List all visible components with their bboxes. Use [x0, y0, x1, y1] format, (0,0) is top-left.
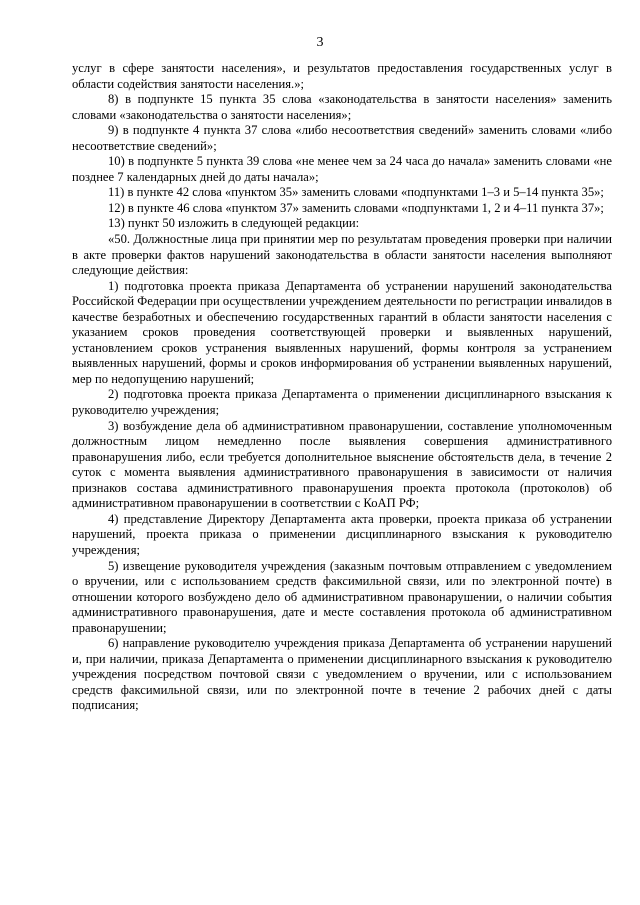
paragraph-item-11: 11) в пункте 42 слова «пунктом 35» заменить словами «подпунктами 1–3 и 5–14 пункта 35»;: [108, 185, 604, 200]
paragraph-item-8: 8) в подпункте 15 пункта 35 слова «законодательства в занятости населения» заменить словами «законодательства о занятости населения»;: [72, 92, 612, 122]
paragraph-continuation: услуг в сфере занятости населения», и результатов предоставления государственных услуг в области содействия занятости населения.»;: [72, 61, 612, 91]
paragraph-point-50-subitem-3: 3) возбуждение дела об административном правонарушении, составление уполномоченным должностным лицом немедленно после выявления совершения административного правонарушения либо, если требуется дополнительное выяснение обстоятельств дела, в течение 2 суток с момента выявления административного правонарушения в зависимости от наличия признаков состава административного правонарушения проекта протокола (протоколов) об административном правонарушении в соответствии с КоАП РФ;: [72, 418, 612, 511]
paragraph-item-13: 13) пункт 50 изложить в следующей редакции:: [108, 216, 360, 231]
paragraph-point-50-subitem-4: 4) представление Директору Департамента акта проверки, проекта приказа об устранении нарушений, проекта приказа о применении дисциплинарного взыскания к руководителю учреждения;: [72, 511, 612, 557]
paragraph-item-9: 9) в подпункте 4 пункта 37 слова «либо несоответствия сведений» заменить словами «либо несоответствие сведений»;: [72, 123, 612, 153]
paragraph-point-50-subitem-6: 6) направление руководителю учреждения приказа Департамента об устранении нарушений и, при наличии, приказа Департамента о применении дисциплинарного взыскания к руководителю учреждения посредством почтовой связи с уведомлением о вручении, или с использованием средств факсимильной связи, или по электронной почте в течение 2 рабочих дней с даты подписания;: [72, 636, 612, 713]
paragraph-point-50-subitem-5: 5) извещение руководителя учреждения (заказным почтовым отправлением с уведомлением о вручении, или с использованием средств факсимильной связи, или по электронной почте) в отношении которого возбуждено дело об административном правонарушении, о наличии события административного правонарушения, дате и месте составления протокола об административном правонарушении;: [72, 558, 612, 635]
document-body: [72, 61, 612, 714]
paragraph-point-50-intro: «50. Должностные лица при принятии мер по результатам проведения проверки при наличии в акте проверки фактов нарушений законодательства в области занятости населения выполняют следующие действия:: [72, 232, 612, 278]
paragraph-point-50-subitem-1: 1) подготовка проекта приказа Департамента об устранении нарушений законодательства Российской Федерации при осуществлении учреждением деятельности по регистрации инвалидов в качестве безработных и обеспечению государственных гарантий в области занятости населения с указанием сроков проведения соответствующей проверки и выявленных нарушений, установлением сроков устранения выявленных нарушений, формы контроля за устранением выявленных нарушений, формы и сроков информирования об устранении выявленных нарушений, мер по недопущению нарушений;: [72, 278, 612, 386]
page-number: 3: [316, 35, 324, 50]
paragraph-item-10: 10) в подпункте 5 пункта 39 слова «не менее чем за 24 часа до начала» заменить словами «не позднее 7 календарных дней до даты начала»;: [72, 154, 612, 184]
paragraph-item-12: 12) в пункте 46 слова «пунктом 37» заменить словами «подпунктами 1, 2 и 4–11 пункта 37»;: [108, 200, 604, 215]
paragraph-point-50-subitem-2: 2) подготовка проекта приказа Департамента о применении дисциплинарного взыскания к руководителю учреждения;: [72, 387, 612, 418]
